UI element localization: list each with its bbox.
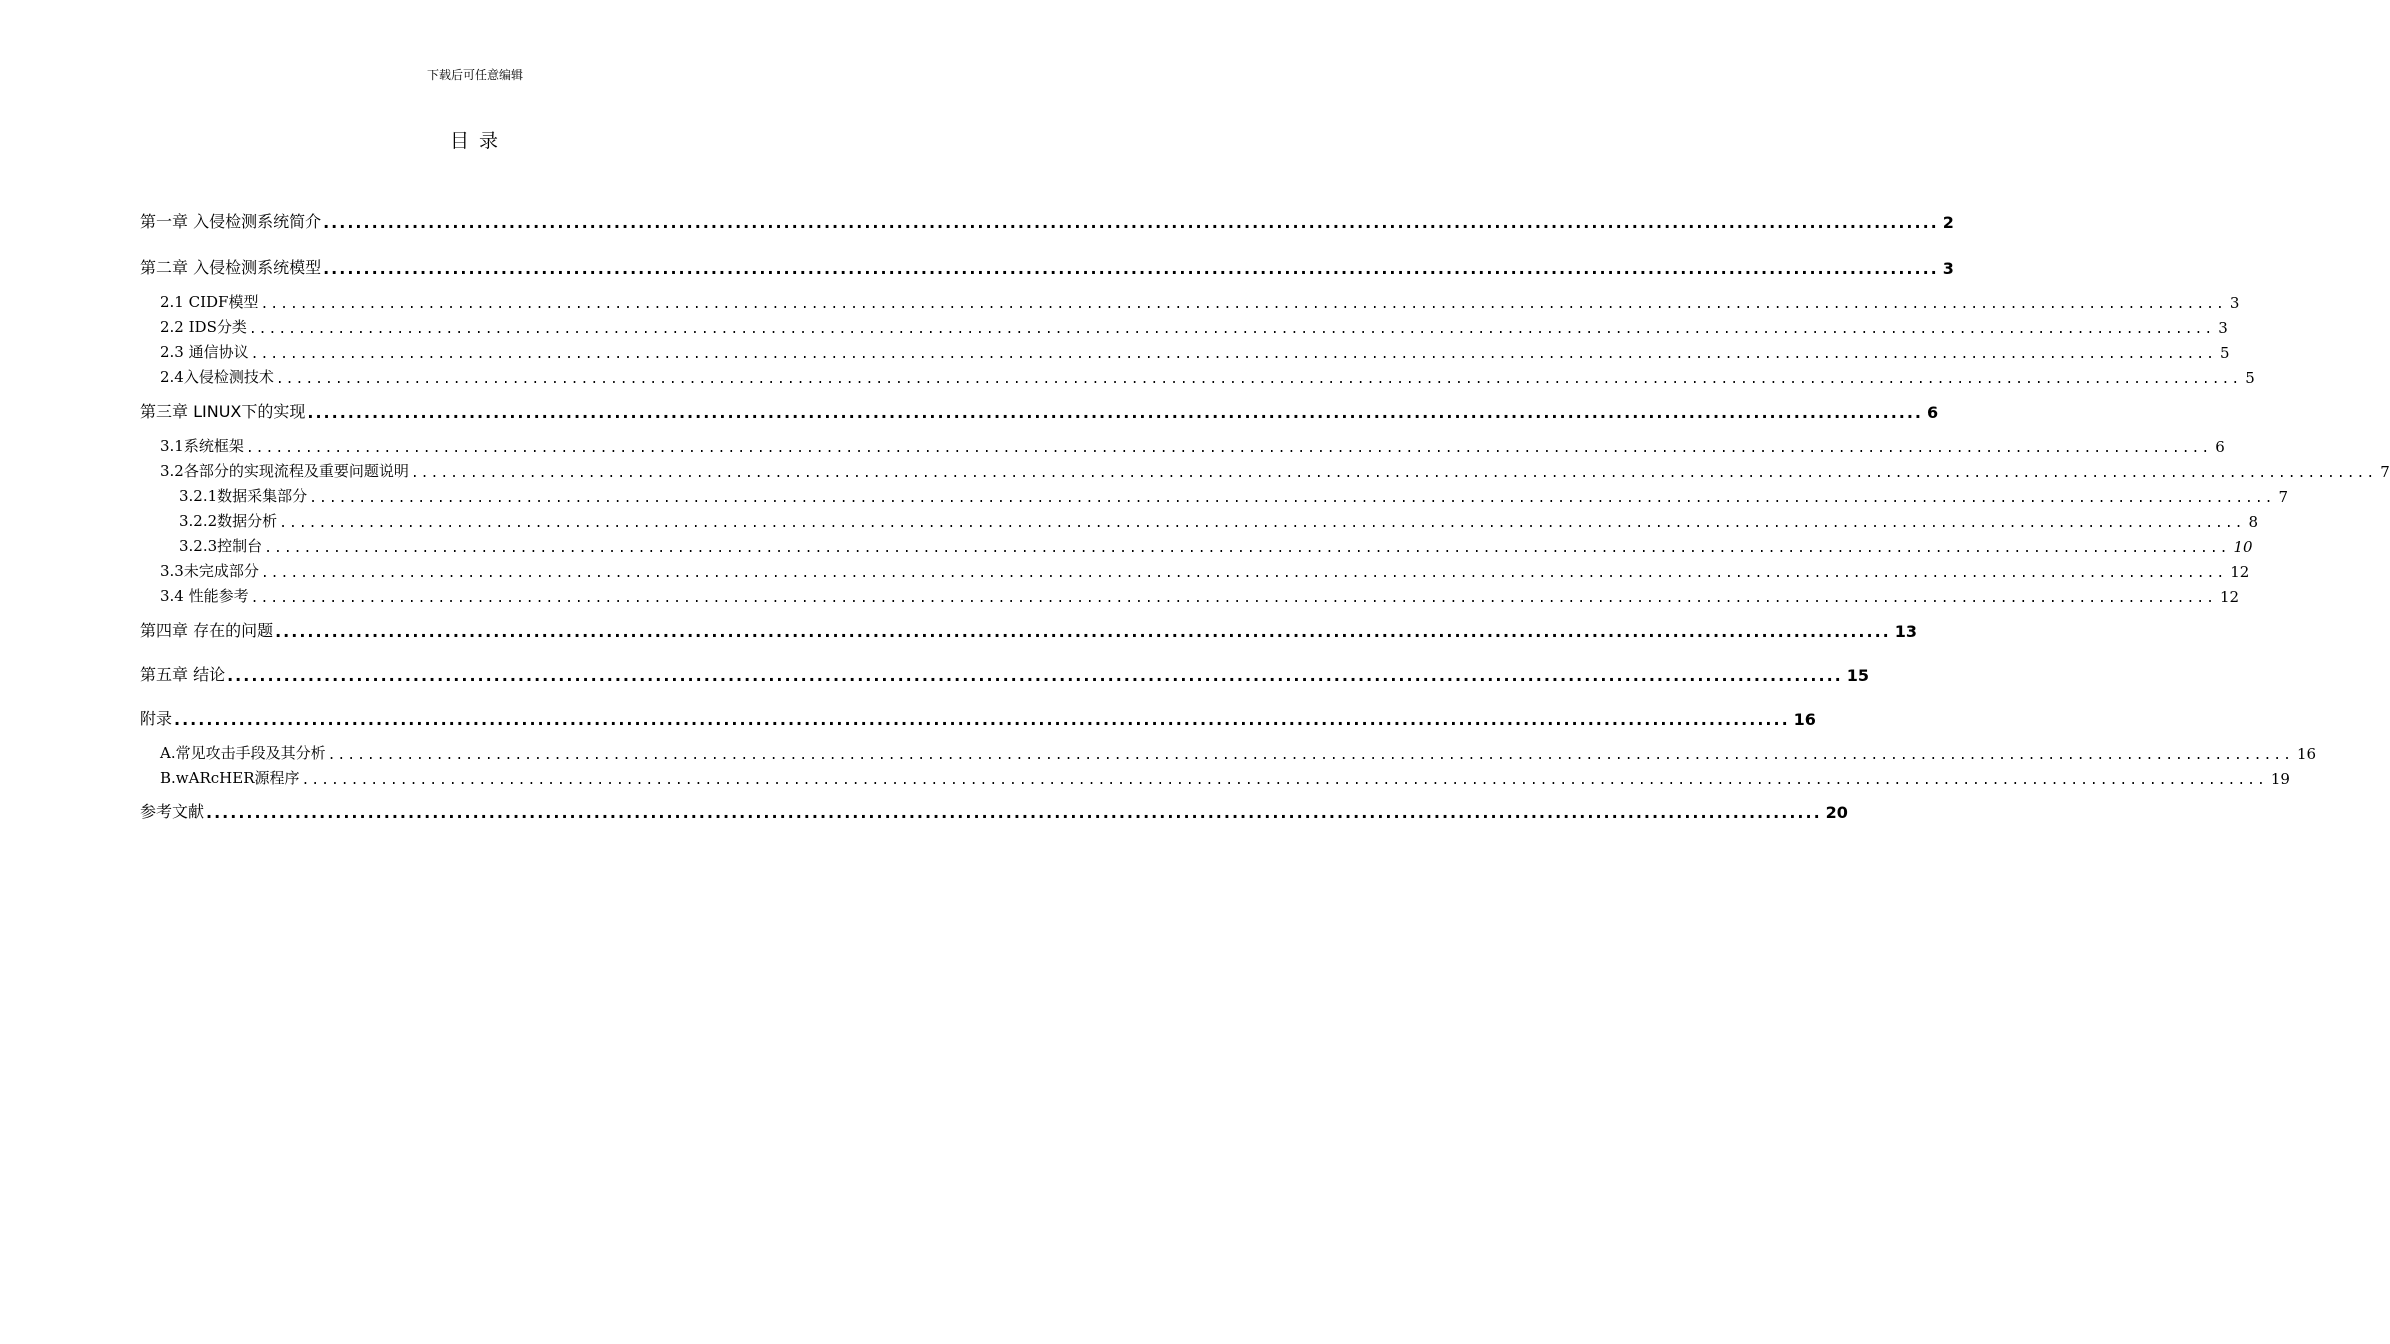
toc-entry[interactable] xyxy=(140,798,1848,822)
toc-entry-label: A.常见攻击手段及其分析 xyxy=(160,744,326,762)
toc-entry[interactable] xyxy=(179,532,2253,556)
toc-entry-page: 20 xyxy=(1825,803,1848,822)
toc-entry-page: 13 xyxy=(1894,622,1917,641)
toc-entry[interactable] xyxy=(160,432,2225,456)
toc-dot-leader: ........................................................................................................................................................................................................ xyxy=(410,466,2377,481)
toc-dot-leader: ........................................................................................................................................................................................................ xyxy=(323,213,1939,232)
toc-entry-page: 3 xyxy=(1942,259,1954,278)
toc-entry[interactable] xyxy=(160,288,2240,312)
toc-entry[interactable] xyxy=(160,457,2390,481)
toc-entry[interactable] xyxy=(140,617,1917,641)
toc-dot-leader: ........................................................................................................................................................................................................ xyxy=(245,441,2212,456)
toc-entry-label: 第三章 LINUX下的实现 xyxy=(140,402,306,421)
toc-dot-leader: ........................................................................................................................................................................................................ xyxy=(248,322,2215,337)
toc-entry[interactable] xyxy=(179,507,2259,531)
toc-entry-page: 6 xyxy=(1927,403,1939,422)
toc-entry[interactable] xyxy=(160,338,2230,362)
toc-entry-page: 10 xyxy=(2233,538,2253,556)
toc-entry-label: 第五章 结论 xyxy=(140,665,226,684)
toc-entry-label: 2.1 CIDF模型 xyxy=(160,293,259,311)
toc-entry[interactable] xyxy=(140,705,1816,729)
toc-entry[interactable] xyxy=(160,557,2250,581)
toc-entry-label: 3.2各部分的实现流程及重要问题说明 xyxy=(160,462,409,480)
toc-entry-label: 参考文献 xyxy=(140,802,205,821)
toc-entry[interactable] xyxy=(140,398,1939,422)
toc-entry-label: 2.4入侵检测技术 xyxy=(160,368,274,386)
toc-dot-leader: ........................................................................................................................................................................................................ xyxy=(275,622,1891,641)
toc-entry[interactable] xyxy=(160,764,2290,788)
toc-entry-label: 3.1系统框架 xyxy=(160,437,244,455)
toc-entry-label: B.wARcHER源程序 xyxy=(160,769,300,787)
toc-dot-leader: ........................................................................................................................................................................................................ xyxy=(327,748,2293,763)
toc-entry-page: 6 xyxy=(2215,438,2225,456)
toc-entry-label: 第二章 入侵检测系统模型 xyxy=(140,258,322,277)
toc-entry[interactable] xyxy=(179,482,2289,506)
toc-entry-page: 3 xyxy=(2218,319,2228,337)
toc-dot-leader: ........................................................................................................................................................................................................ xyxy=(250,591,2216,606)
toc-entry-page: 19 xyxy=(2270,770,2290,788)
toc-entry[interactable] xyxy=(140,254,1954,278)
toc-dot-leader: ........................................................................................................................................................................................................ xyxy=(250,347,2216,362)
toc-entry-page: 12 xyxy=(2230,563,2250,581)
toc-entry-label: 3.2.3控制台 xyxy=(179,537,263,555)
toc-dot-leader: ........................................................................................................................................................................................................ xyxy=(309,491,2275,506)
toc-entry-page: 3 xyxy=(2229,294,2240,312)
toc-entry-page: 7 xyxy=(2278,488,2289,506)
toc-entry-page: 7 xyxy=(2380,463,2390,481)
toc-dot-leader: ........................................................................................................................................................................................................ xyxy=(227,666,1843,685)
toc-entry-label: 2.3 通信协议 xyxy=(160,343,249,361)
toc-dot-leader: ........................................................................................................................................................................................................ xyxy=(174,710,1790,729)
toc-dot-leader: ........................................................................................................................................................................................................ xyxy=(279,516,2245,531)
toc-entry[interactable] xyxy=(140,661,1869,685)
toc-dot-leader: ........................................................................................................................................................................................................ xyxy=(206,803,1822,822)
toc-entry-page: 8 xyxy=(2248,513,2259,531)
page-header: 下载后可任意编辑 xyxy=(426,68,523,82)
toc-entry-label: 第一章 入侵检测系统简介 xyxy=(140,212,322,231)
toc-dot-leader: ........................................................................................................................................................................................................ xyxy=(260,297,2226,312)
toc-dot-leader: ........................................................................................................................................................................................................ xyxy=(301,773,2267,788)
toc-dot-leader: ........................................................................................................................................................................................................ xyxy=(264,541,2230,556)
toc-entry[interactable] xyxy=(160,739,2317,763)
toc-entry[interactable] xyxy=(140,208,1954,232)
toc-entry-page: 12 xyxy=(2219,588,2240,606)
toc-dot-leader: ........................................................................................................................................................................................................ xyxy=(275,372,2242,387)
toc-entry-label: 2.2 IDS分类 xyxy=(160,318,247,336)
toc-entry-page: 5 xyxy=(2245,369,2255,387)
toc-entry-label: 第四章 存在的问题 xyxy=(140,621,274,640)
toc-entry[interactable] xyxy=(160,363,2255,387)
toc-entry-page: 2 xyxy=(1942,213,1954,232)
toc-title: 目 录 xyxy=(449,130,501,152)
toc-entry-label: 3.2.1数据采集部分 xyxy=(179,487,308,505)
toc-entry-page: 16 xyxy=(1793,710,1816,729)
toc-entry-label: 3.4 性能参考 xyxy=(160,587,249,605)
toc-entry[interactable] xyxy=(160,582,2240,606)
toc-entry-page: 15 xyxy=(1846,666,1869,685)
toc-entry-page: 5 xyxy=(2219,344,2230,362)
toc-dot-leader: ........................................................................................................................................................................................................ xyxy=(307,403,1923,422)
toc-entry-label: 3.2.2数据分析 xyxy=(179,512,278,530)
toc-entry[interactable] xyxy=(160,313,2228,337)
toc-entry-label: 3.3未完成部分 xyxy=(160,562,259,580)
toc-dot-leader: ........................................................................................................................................................................................................ xyxy=(260,566,2227,581)
toc-entry-label: 附录 xyxy=(140,709,173,728)
toc-entry-page: 16 xyxy=(2296,745,2317,763)
toc-dot-leader: ........................................................................................................................................................................................................ xyxy=(323,259,1939,278)
